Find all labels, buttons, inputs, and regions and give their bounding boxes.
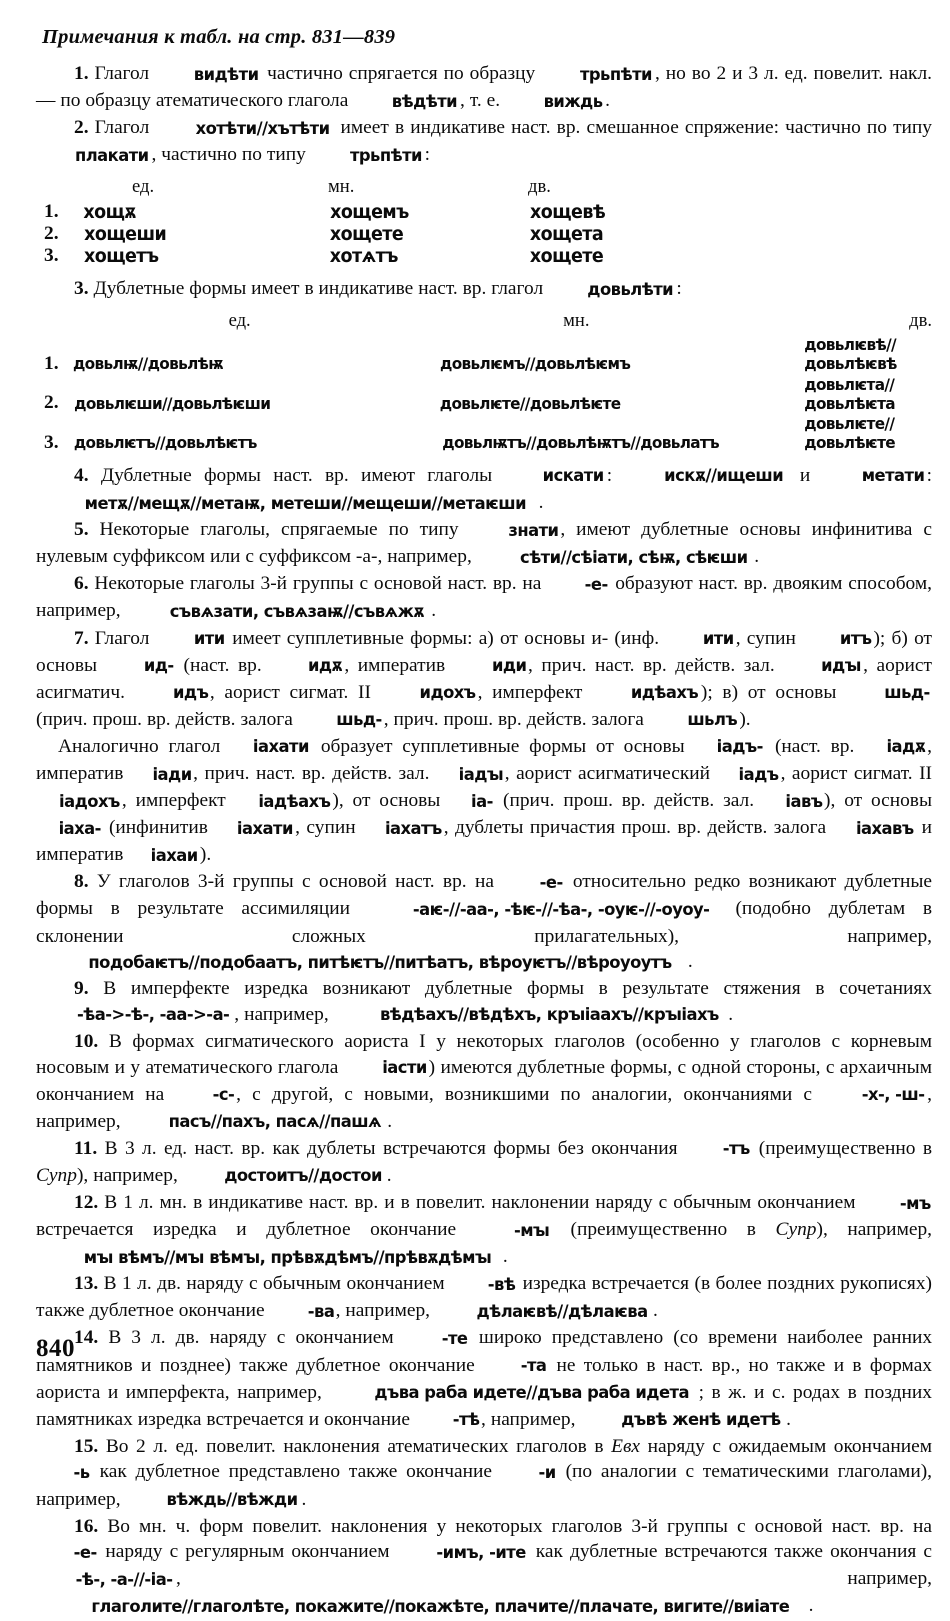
person-label: 1.	[44, 352, 59, 374]
body-text: (по аналогии с тематическими глаголами), например,	[36, 1461, 932, 1510]
note-number: 6.	[74, 573, 95, 595]
body-text: В 1 л. дв. наряду с обычным окончанием	[103, 1273, 451, 1295]
ocs-form: -мъ	[899, 1193, 931, 1214]
body-text: , имперфект	[121, 790, 235, 812]
ocs-form: іаха-	[58, 818, 101, 839]
note-number: 12.	[74, 1192, 105, 1213]
body-text: , аорист асигматич.	[36, 654, 933, 703]
header-dual: дв.	[909, 310, 932, 332]
ocs-form: -и	[538, 1462, 556, 1483]
body-text: ), например,	[76, 1164, 183, 1186]
body-text: образуют наст. вр. двояким способом, например,	[36, 573, 933, 622]
ocs-form: іасти	[381, 1058, 427, 1079]
header-singular: ед.	[132, 176, 155, 198]
body-text: У глаголов 3-й группы с основой наст. вр. на	[96, 871, 503, 893]
body-text: ); б) от основы	[36, 627, 932, 676]
body-text: .	[431, 600, 437, 622]
body-text: , аорист сигмат. II	[209, 681, 381, 703]
note-number: 9.	[74, 978, 104, 1000]
note-number: 13.	[74, 1273, 104, 1295]
ocs-form: іахати	[253, 737, 309, 758]
ocs-form: хощѫ	[83, 201, 136, 223]
ocs-form: пасъ//пахъ, пасѧ//пашѧ	[168, 1112, 381, 1133]
ocs-form: -вѣ	[487, 1274, 516, 1295]
body-text: Дублетные формы наст. вр. имеют глаголы	[100, 464, 505, 486]
body-text: , частично по типу	[151, 144, 311, 166]
paradigm-dovleti-header-row	[40, 310, 932, 335]
body-text: ), например,	[816, 1219, 932, 1241]
body-text: :	[606, 464, 625, 486]
body-text: как дублетные встречаются также окончания с	[528, 1541, 932, 1563]
ocs-form: -е-	[73, 1542, 97, 1563]
body-text: , прич. наст. вр. действ. зал.	[193, 763, 436, 784]
body-text: наряду с ожидаемым окончанием	[640, 1435, 932, 1457]
ocs-form: -мꙑ	[513, 1220, 550, 1241]
note-number: 7.	[74, 627, 95, 649]
ocs-form: -та	[520, 1356, 547, 1377]
note-number: 3.	[74, 278, 94, 300]
ocs-form: шьд-	[884, 683, 930, 704]
note-number: 4.	[74, 464, 101, 486]
body-text: наряду с регулярным окончанием	[98, 1541, 397, 1563]
form-cell	[435, 375, 801, 415]
body-text: (преимущественно в	[550, 1219, 776, 1241]
ocs-form: идꙑ	[821, 656, 862, 677]
paradigm-table-dovleti	[40, 310, 932, 454]
ocs-form: хощевѣ	[529, 201, 606, 223]
body-text: .	[502, 1246, 508, 1268]
ocs-form: -имъ, -ите	[436, 1542, 526, 1563]
note-number: 16.	[74, 1515, 108, 1537]
body-text: (подобно дублетам в склонении сложных прилагательных), например,	[36, 898, 932, 947]
paradigm-table-hoteti	[40, 176, 607, 267]
form-cell	[82, 245, 328, 267]
table-row	[40, 201, 607, 223]
note-12	[36, 1190, 932, 1271]
body-text: частично спрягается по образцу	[261, 63, 542, 84]
note-9	[36, 976, 932, 1029]
body-text: имеет супплетивные формы: а) от основы и- (инф.	[226, 627, 666, 649]
body-text: Некоторые глаголы 3-й группы с основой наст. вр. на	[94, 573, 548, 595]
note-number: 1.	[74, 63, 95, 84]
ocs-form: -те	[441, 1328, 468, 1349]
body-text: .	[786, 1408, 791, 1430]
body-text: Глагол	[94, 117, 156, 139]
ocs-form: -с-	[212, 1085, 235, 1106]
ocs-form: искѫ//ищеши	[664, 466, 784, 487]
note-10	[36, 1029, 932, 1136]
form-cell	[801, 414, 932, 454]
ocs-form: -тѣ	[452, 1410, 480, 1431]
body-text: и императив	[36, 817, 933, 866]
spacer-cell	[40, 176, 82, 201]
ocs-form: дъва раба идете//дъва раба идета	[374, 1383, 690, 1404]
note-1	[36, 61, 932, 115]
note-7-continuation	[36, 734, 932, 869]
body-text: относительно редко возникают дублетные формы в результате ассимиляции	[36, 871, 932, 920]
body-text: изредка встречается (в более поздних рукописях) также дублетное окончание	[36, 1273, 932, 1322]
note-2	[36, 115, 932, 169]
ocs-form: глаголите//глаголѣте, покажите//покажѣте, плачите//плачате, вигите//виіате	[91, 1596, 790, 1617]
body-text: .	[301, 1488, 307, 1510]
table-row	[40, 414, 932, 454]
ocs-form: іахати	[237, 818, 294, 839]
body-text: , супин	[735, 627, 803, 649]
body-text: .	[652, 1300, 658, 1322]
body-text: , например,	[234, 1003, 334, 1025]
ocs-form: метати	[861, 466, 924, 487]
body-text: , например,	[176, 1568, 932, 1590]
body-text: В формах сигматического аориста I у некоторых глаголов (особенно у глаголов с корневым носовым и у атематического глагола	[36, 1030, 932, 1078]
body-text: , императив	[36, 735, 932, 784]
ocs-form: -аѥ-//-аа-, -ѣѥ-//-ѣа-, -оуѥ-//-оуоу-	[412, 899, 710, 920]
body-text: (наст. вр.	[765, 735, 865, 757]
form-cell	[69, 335, 436, 375]
ocs-form: -е-	[539, 872, 563, 893]
body-text: и	[787, 464, 823, 486]
form-cell	[328, 201, 528, 223]
ocs-form: виждь	[543, 91, 603, 112]
ocs-form: іа-	[471, 791, 494, 812]
body-text: как дублетное представлено также окончание	[90, 1461, 501, 1483]
ocs-form: метѫ//мещѫ//метаѭ, метеши//мещеши//метаѥши	[84, 493, 527, 514]
body-text: .	[538, 492, 544, 514]
note-13	[36, 1271, 932, 1325]
ocs-form: -тъ	[722, 1139, 750, 1160]
ocs-form: трьпѣти	[580, 64, 653, 85]
ocs-form: іадꙑ	[458, 764, 504, 785]
ocs-form: іадъ	[738, 764, 779, 785]
ocs-form: идъ	[172, 683, 208, 704]
header-dual: дв.	[528, 176, 551, 198]
ocs-form: іавъ	[785, 791, 823, 812]
body-text: (преимущественно в	[751, 1137, 932, 1159]
ocs-form: довьлѥта//довьлѣѥта	[804, 374, 896, 413]
ocs-form: хощемъ	[330, 201, 409, 223]
paradigm-dovleti-body	[40, 310, 932, 454]
ocs-form: -ѣ-, -а-//-іа-	[75, 1569, 173, 1590]
body-text: не только в наст. вр., но также и в формах аориста и имперфекта, например,	[36, 1354, 932, 1403]
form-cell	[801, 375, 932, 415]
ocs-form: сѣти//сѣіати, сѣѭ, сѣѥши	[519, 547, 748, 568]
body-text: В имперфекте изредка возникают дублетные формы в результате стяжения в сочетаниях	[103, 978, 933, 1000]
ocs-form: -ь	[73, 1462, 90, 1483]
ocs-form: -е-	[584, 574, 608, 595]
body-text: ), от основы	[824, 790, 932, 812]
ocs-form: іахатъ	[384, 818, 442, 839]
ocs-form: хощета	[529, 223, 604, 245]
body-text: .	[387, 1110, 393, 1132]
ocs-form: іахаи	[151, 845, 199, 866]
body-text: , т. е.	[460, 90, 506, 112]
form-cell	[528, 245, 607, 267]
note-7	[36, 626, 932, 734]
body-text: , аорист асигматический	[504, 763, 717, 784]
body-text: ) имеются дублетные формы, с одной стороны, с архаичным окончанием на	[36, 1056, 932, 1105]
body-text: , дублеты причастия прош. вр. действ. залога	[443, 817, 833, 839]
source-sigil: Евх	[611, 1435, 641, 1457]
body-text: В 3 л. ед. наст. вр. как дублеты встречаются формы без окончания	[104, 1137, 685, 1159]
body-text: , например,	[481, 1408, 581, 1430]
ocs-form: знати	[507, 520, 559, 541]
body-text: , например,	[335, 1300, 435, 1322]
form-cell	[69, 375, 436, 415]
ocs-form: вѣдѣти	[392, 91, 458, 112]
body-text: .	[687, 951, 693, 973]
form-cell	[82, 223, 328, 245]
source-sigil: Супр	[36, 1164, 77, 1186]
ocs-form: достоитъ//достои	[223, 1166, 382, 1187]
ocs-form: плакати	[74, 145, 149, 166]
note-16	[36, 1514, 932, 1621]
form-cell	[328, 223, 528, 245]
ocs-form: дъвѣ женѣ идетѣ	[621, 1410, 781, 1431]
body-text: .	[386, 1164, 392, 1186]
body-text: , имеют дублетные основы инфинитива с нулевым суффиксом или с суффиксом -а-, например,	[36, 519, 932, 568]
body-text: ).	[739, 708, 751, 730]
body-text: (инфинитив	[102, 817, 215, 839]
ocs-form: довьлѣти	[587, 279, 674, 300]
body-text: (прич. прош. вр. действ. залога	[36, 708, 298, 730]
body-text: .	[754, 546, 760, 568]
note-number: 2.	[74, 117, 95, 139]
person-label: 2.	[44, 392, 59, 414]
ocs-form: -ѣа->-ѣ-, -аа->-а-	[77, 1005, 230, 1026]
paradigm-hoteti-header-row	[40, 176, 607, 201]
ocs-form: довьлѥвѣ//довьлѣѥвѣ	[804, 335, 897, 374]
body-text: .	[605, 90, 610, 112]
body-text: , прич. наст. вр. действ. зал.	[528, 654, 784, 676]
ocs-form: хощетъ	[83, 245, 159, 267]
form-cell	[435, 414, 801, 454]
ocs-form: -ва	[307, 1301, 334, 1322]
spacer-cell	[40, 310, 69, 335]
header-singular: ед.	[228, 310, 251, 332]
body-text: , с другой, с новыми, возникшими по аналогии, окончаниями с	[236, 1083, 824, 1105]
person-label: 2.	[44, 223, 59, 245]
body-text: Некоторые глаголы, спрягаемые по типу	[99, 519, 470, 541]
body-text: образует супплетивные формы от основы	[311, 735, 695, 757]
ocs-form: идохъ	[419, 683, 476, 704]
note-3	[36, 276, 932, 303]
person-label: 3.	[44, 431, 59, 453]
body-text: , например,	[36, 1083, 932, 1132]
ocs-form: подобаѥтъ//подобаатъ, питѣѥтъ//питѣатъ, вѣроуѥтъ//вѣроуоутъ	[88, 952, 672, 973]
ocs-form: хотѧтъ	[329, 245, 398, 267]
ocs-form: ити	[193, 629, 225, 650]
body-text: Аналогично глагол	[58, 735, 231, 757]
ocs-form: хощеши	[84, 223, 167, 245]
body-text: .	[808, 1595, 814, 1617]
ocs-form: съвѧзати, съвѧзаѭ//съвѧжѫ	[169, 601, 424, 622]
header-plural: мн.	[328, 176, 355, 198]
ocs-form: іадохъ	[59, 791, 120, 812]
header-plural: мн.	[563, 310, 590, 332]
body-text: , супин	[295, 817, 362, 839]
ocs-form: довьлѥтъ//довьлѣѥтъ	[73, 433, 257, 453]
body-text: , прич. прош. вр. действ. залога	[383, 708, 649, 730]
page-number: 840	[36, 1335, 75, 1362]
source-sigil: Супр	[775, 1219, 817, 1241]
ocs-form: ити	[703, 629, 734, 650]
body-text: , имперфект	[477, 681, 592, 703]
ocs-form: довьлѥши//довьлѣѥши	[73, 393, 270, 413]
body-text: имеет в индикативе наст. вр. смешанное спряжение: частично по типу	[334, 117, 933, 139]
body-text: В 1 л. мн. в индикативе наст. вр. и в повелит. наклонении наряду с обычным окончанием	[104, 1192, 862, 1213]
body-text: , аорист сигмат. II	[780, 763, 932, 784]
form-cell	[69, 414, 436, 454]
ocs-form: хощете	[329, 223, 404, 245]
ocs-form: іадѫ	[886, 737, 926, 758]
text-column	[36, 61, 932, 1621]
note-6	[36, 571, 932, 625]
ocs-form: искати	[543, 466, 605, 487]
ocs-form: іадѣахъ	[257, 791, 330, 812]
note-number: 8.	[74, 871, 97, 893]
paradigm-hoteti-body	[40, 176, 607, 267]
ocs-form: довьлѭ//довьлѣѭ	[72, 354, 223, 374]
note-5	[36, 517, 932, 571]
ocs-form: идѣахъ	[630, 683, 699, 704]
note-number: 15.	[74, 1435, 106, 1457]
table-row	[40, 375, 932, 415]
table-row	[40, 223, 607, 245]
ocs-form: вѣдѣахъ//вѣдѣхъ, крꙑіаахъ//крꙑіахъ	[379, 1005, 719, 1026]
ocs-form: -х-, -ш-	[861, 1085, 925, 1106]
body-text: ); в) от основы	[700, 681, 847, 703]
ocs-form: дѣлаѥвѣ//дѣлаѥва	[476, 1301, 648, 1322]
ocs-form: итъ	[840, 629, 872, 650]
body-text: (прич. прош. вр. действ. зал.	[494, 790, 763, 812]
table-row	[40, 335, 932, 375]
body-text: :	[676, 278, 682, 300]
body-text: Дублетные формы имеет в индикативе наст. вр. глагол	[93, 278, 549, 300]
ocs-form: трьпѣти	[349, 145, 422, 166]
body-text: , но во 2 и 3 л. ед. повелит. накл.— по образцу атематического глагола	[36, 63, 932, 112]
note-number: 14.	[74, 1327, 109, 1349]
page-header: Примечания к табл. на стр. 831—839	[42, 26, 396, 48]
body-text: .	[728, 1003, 734, 1025]
body-text: :	[926, 464, 932, 486]
ocs-form: довьлѥте//довьлѣѥте	[804, 414, 896, 453]
body-text: В 3 л. дв. наряду с окончанием	[108, 1327, 404, 1349]
body-text: Глагол	[94, 63, 156, 84]
note-number: 11.	[74, 1137, 105, 1159]
person-label: 3.	[44, 245, 59, 267]
ocs-form: іахавъ	[855, 818, 914, 839]
form-cell	[435, 335, 801, 375]
ocs-form: хотѣти//хътѣти	[195, 118, 330, 139]
form-cell	[528, 223, 607, 245]
body-text: встречается изредка и дублетное окончание	[36, 1219, 476, 1241]
ocs-form: идѫ	[308, 656, 343, 677]
ocs-form: видѣти	[193, 64, 259, 85]
body-text: Во мн. ч. форм повелит. наклонения у некоторых глаголов 3-й группы с основой наст. вр. на	[107, 1515, 933, 1537]
ocs-form: ид-	[143, 656, 174, 677]
note-8	[36, 869, 932, 976]
ocs-form: іади	[152, 764, 192, 785]
form-cell	[801, 335, 932, 375]
ocs-form: мꙑ вѣмъ//мꙑ вѣмꙑ, прѣвѫдѣмъ//прѣвѫдѣмꙑ	[83, 1247, 492, 1268]
person-label: 1.	[44, 201, 59, 223]
note-4	[36, 463, 932, 517]
ocs-form: хощете	[529, 245, 604, 267]
ocs-form: довьлѥте//довьлѣѥте	[439, 393, 621, 413]
ocs-form: іадъ-	[717, 737, 764, 758]
ocs-form: шьлъ	[687, 710, 738, 731]
ocs-form: вѣждь//вѣжди	[166, 1490, 298, 1511]
note-15	[36, 1434, 932, 1514]
form-cell	[528, 201, 607, 223]
form-cell	[82, 201, 328, 223]
note-11	[36, 1136, 932, 1190]
ocs-form: довьлѭтъ//довьлѣѭтъ//довьлатъ	[442, 433, 720, 453]
body-text: , императив	[344, 654, 454, 676]
body-text: ; в ж. и с. родах в поздних памятниках изредка встречается и окончание	[36, 1381, 933, 1430]
form-cell	[328, 245, 528, 267]
body-text: :	[424, 144, 430, 166]
ocs-form: шьд-	[336, 710, 382, 731]
ocs-form: довьлѥмъ//довьлѣѥмъ	[440, 354, 631, 374]
note-14	[36, 1325, 932, 1433]
note-number: 5.	[74, 519, 100, 541]
table-row	[40, 245, 607, 267]
body-text: (наст. вр.	[175, 654, 271, 676]
body-text: ).	[199, 844, 212, 866]
body-text: широко представлено (со времени наиболее ранних памятников и позднее) также дублетное окончание	[36, 1327, 933, 1376]
body-text: Глагол	[94, 627, 156, 649]
body-text: Во 2 л. ед. повелит. наклонения атематических глаголов в	[105, 1435, 612, 1457]
note-number: 10.	[74, 1030, 109, 1052]
body-text: ), от основы	[332, 790, 450, 812]
ocs-form: иди	[491, 656, 527, 677]
